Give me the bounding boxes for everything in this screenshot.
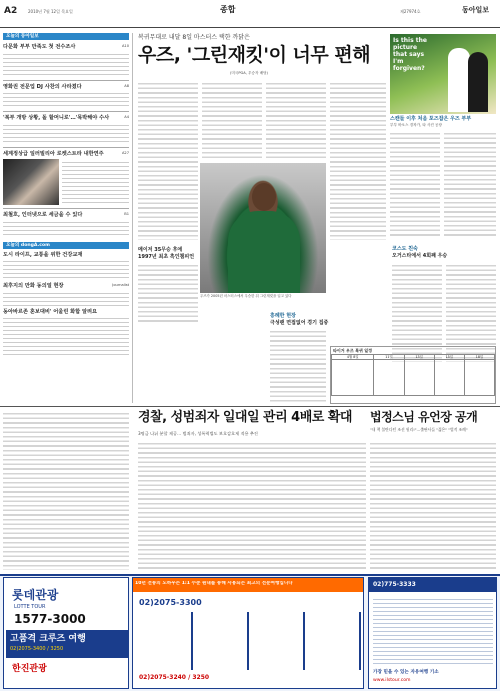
issue-date: 2010년 7월 12일 목요일 (28, 9, 73, 14)
side-body-2 (444, 130, 496, 238)
sidebar-item-title: 최철호, 인터넷으로 세금을 수 있다 (3, 212, 83, 218)
lead-body-col3 (266, 80, 326, 160)
lead-body-col1 (138, 80, 198, 240)
lead-subhead-1: 메이저 35무승 후에 (138, 247, 183, 253)
schedule-table (331, 354, 495, 396)
sidebar-bar-today: 오늘의 동아일보 (3, 33, 129, 40)
sidebar-item-title: 도시 라이프, 교통을 위한 건강교재 (3, 251, 83, 258)
ad-grid (137, 612, 361, 670)
sidebar-item[interactable] (3, 151, 129, 206)
green-jacket (228, 211, 300, 293)
ad-right-url[interactable]: www.ilstour.com (373, 678, 411, 683)
magazine-cover-text: Is this the picture that says I'm forgiven? (393, 37, 427, 72)
conductor-photo (3, 159, 59, 205)
side-story-title2: 부부 바오스 경착가, 타 사진 공장 (390, 123, 442, 127)
left-lower-body (3, 410, 129, 570)
sidebar-item-ref: Journalist (112, 283, 129, 287)
schedule-cell: 4월 8일 (332, 355, 374, 360)
right-headline: 법정스님 유언장 공개 (370, 410, 478, 424)
side-body (390, 130, 440, 238)
ad-lotte-brand: 롯데관광 (12, 588, 59, 602)
ad-center-top: 10년 전통의 노하우는 1:1 수준 원내를 통해 사용되는 최고의 전문여행입니다 (135, 581, 293, 586)
sidebar-item-title: 동아바르존 혼보대비' 어울린 화합 알려요 (3, 308, 98, 315)
schedule-cell: 11일 (374, 355, 404, 360)
sidebar-item-ref: A8 (124, 83, 129, 88)
section-title: 종합 (220, 5, 236, 14)
couple-figure (448, 48, 470, 112)
lead-body-col5 (270, 328, 326, 404)
schedule-box (330, 346, 496, 404)
ad-center-bottom: 02)2075-3240 / 3250 (139, 674, 210, 681)
sidebar-item[interactable] (3, 115, 129, 144)
lead-subhead-2: 흥례한 현장 (270, 313, 296, 319)
second-kicker: 3명금 나뉘 분할 제공… 범죄자, 성폭력법도 보호감호제 적용 추진 (138, 431, 258, 436)
sidebar-item-title: '복부 개방 상황, 돌 할머니로'…'목박해야 수사 (3, 115, 110, 121)
ad-cruise-phone: 02)2075-3400 / 3250 (10, 646, 64, 652)
lead-headline: 우즈, '그린재킷'이 너무 편해 (138, 44, 371, 66)
schedule-title: 타이거 우즈 복귀 일정 (333, 348, 372, 353)
sidebar-item[interactable] (3, 212, 129, 237)
ad-travel-right[interactable] (368, 577, 497, 689)
lead-body-col2 (202, 80, 262, 160)
ad-right-phone: 02)775-3333 (373, 581, 416, 588)
ad-lotte-tagline: LOTTE TOUR (14, 604, 46, 610)
sidebar-item-title: 최후지의 만화 동의얼 현장 (3, 283, 64, 289)
page-header (0, 0, 500, 28)
sidebar-item-ref: A27 (121, 150, 129, 155)
right-kicker: "내 책 불탄다던 조선 원리!"…출판사들 "젊은" "법적 조례" (370, 427, 468, 432)
sidebar-item-ref: A10 (121, 44, 129, 48)
right-body (370, 440, 496, 570)
second-headline: 경찰, 성범죄자 일대일 관리 4배로 확대 (138, 410, 352, 425)
ad-travel-center[interactable] (132, 577, 364, 689)
sidebar-item-title: 영화권 전문업 DJ 사찬의 사라졌다 (3, 83, 82, 90)
ad-right-list (373, 596, 493, 666)
lead-subhead-1b: 1997년 최초 흑인챔피언 (138, 254, 195, 260)
sidebar-item[interactable] (3, 44, 129, 77)
sidebar-item-title: 세계정상급 일러빌리아 로켓스트라 내한연주 (3, 150, 104, 157)
second-body (138, 440, 366, 570)
sidebar-item-title: 다문화 부부 만족도 첫 전수조사 (3, 44, 76, 50)
schedule-cell: 13일 (404, 355, 434, 360)
side-story-title: 스캔들 이후 처음 포즈잡은 우즈 부부 (390, 116, 472, 122)
sidebar-bar-dongacom: 오늘의 dongA.com (3, 242, 129, 249)
ad-lotte-tour[interactable] (3, 577, 129, 689)
sidebar-item[interactable] (3, 252, 129, 281)
lead-byline: (미국PGA, 우승자 배당) (230, 71, 268, 75)
ad-center-banner (133, 578, 363, 592)
masthead: 동아일보 (462, 6, 490, 14)
ad-center-phone: 02)2075-3300 (139, 598, 202, 607)
lead-body-col1b (138, 262, 198, 322)
lead-body-col4 (330, 80, 386, 240)
ad-cruise-banner (6, 630, 128, 658)
lead-subhead-3: 코스도 친숙 (392, 246, 418, 252)
sidebar-item-ref: B1 (124, 212, 129, 216)
sidebar (3, 33, 129, 403)
lead-kicker: 복귀무대로 내달 8일 마스터스 택한 까닭은 (138, 34, 250, 41)
page-number: A2 (4, 6, 18, 16)
issue-number: 제27974호 (400, 9, 421, 14)
sidebar-item-ref: A4 (124, 115, 129, 119)
tiger-head (252, 183, 276, 211)
ad-right-header (369, 578, 496, 592)
magazine-cover (390, 34, 496, 114)
ad-lotte-phone: 1577-3000 (14, 612, 86, 626)
schedule-cell: 15일 (434, 355, 464, 360)
lead-subhead-3b: 오거스타에서 4회째 우승 (392, 253, 448, 259)
tiger-photo (200, 163, 326, 293)
schedule-cell: 18일 (464, 355, 494, 360)
ad-cruise-label: 고품격 크루즈 여행 (10, 634, 86, 644)
ad-right-brand: 가장 믿을 수 있는 자유여행 기소 (373, 670, 439, 675)
couple-figure-2 (468, 52, 488, 112)
ad-hanjin-brand: 한진관광 (12, 664, 47, 674)
sidebar-item[interactable] (3, 84, 129, 109)
tiger-photo-caption: 우즈가 2005년 마스터스에서 우승한 뒤 그린재킷을 입고 있다 (200, 294, 292, 298)
sidebar-item[interactable] (3, 283, 129, 306)
sidebar-item[interactable] (3, 309, 129, 356)
lead-subhead-2b: 극성팬 면접없어 경기 집중 (270, 320, 329, 326)
